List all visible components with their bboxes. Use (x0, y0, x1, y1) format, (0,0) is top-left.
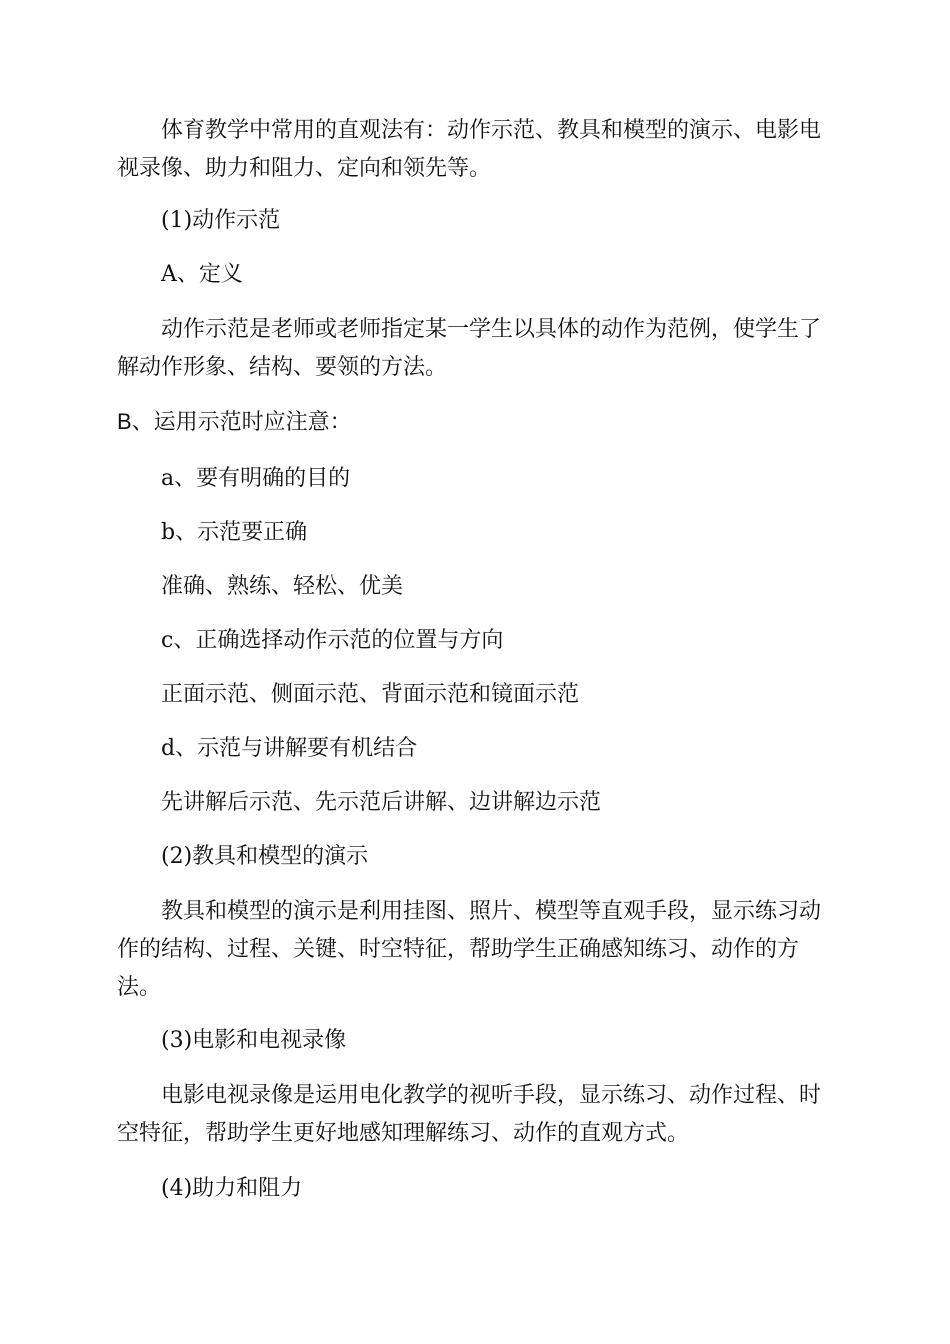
intro-paragraph: 体育教学中常用的直观法有：动作示范、教具和模型的演示、电影电视录像、助力和阻力、定向和领先等。 (117, 118, 822, 181)
note-detail-c: 正面示范、侧面示范、背面示范和镜面示范 (161, 682, 580, 707)
models-paragraph: 教具和模型的演示是利用挂图、照片、模型等直观手段，显示练习动作的结构、过程、关键、时空特征，帮助学生正确感知练习、动作的方法。 (117, 899, 822, 1000)
video-paragraph: 电影电视录像是运用电化教学的视听手段，显示练习、动作过程、时空特征，帮助学生更好地感知理解练习、动作的直观方式。 (117, 1083, 822, 1146)
definition-paragraph: 动作示范是老师或老师指定某一学生以具体的动作为范例，使学生了解动作形象、结构、要领的方法。 (117, 317, 822, 380)
section-heading-models: (2)教具和模型的演示 (161, 844, 369, 869)
note-item-a: a、要有明确的目的 (161, 466, 351, 491)
note-detail-d: 先讲解后示范、先示范后讲解、边讲解边示范 (161, 790, 602, 815)
note-item-d: d、示范与讲解要有机结合 (161, 736, 418, 761)
section-heading-assistance: (4)助力和阻力 (161, 1176, 303, 1201)
section-heading-video: (3)电影和电视录像 (161, 1028, 347, 1053)
section-heading-demonstration: (1)动作示范 (161, 208, 281, 233)
subheading-definition: A、定义 (161, 262, 243, 287)
note-item-b: b、示范要正确 (161, 520, 308, 545)
subheading-notes: B、运用示范时应注意： (117, 409, 352, 434)
note-item-c: c、正确选择动作示范的位置与方向 (161, 628, 504, 653)
note-detail-b: 准确、熟练、轻松、优美 (161, 574, 404, 599)
